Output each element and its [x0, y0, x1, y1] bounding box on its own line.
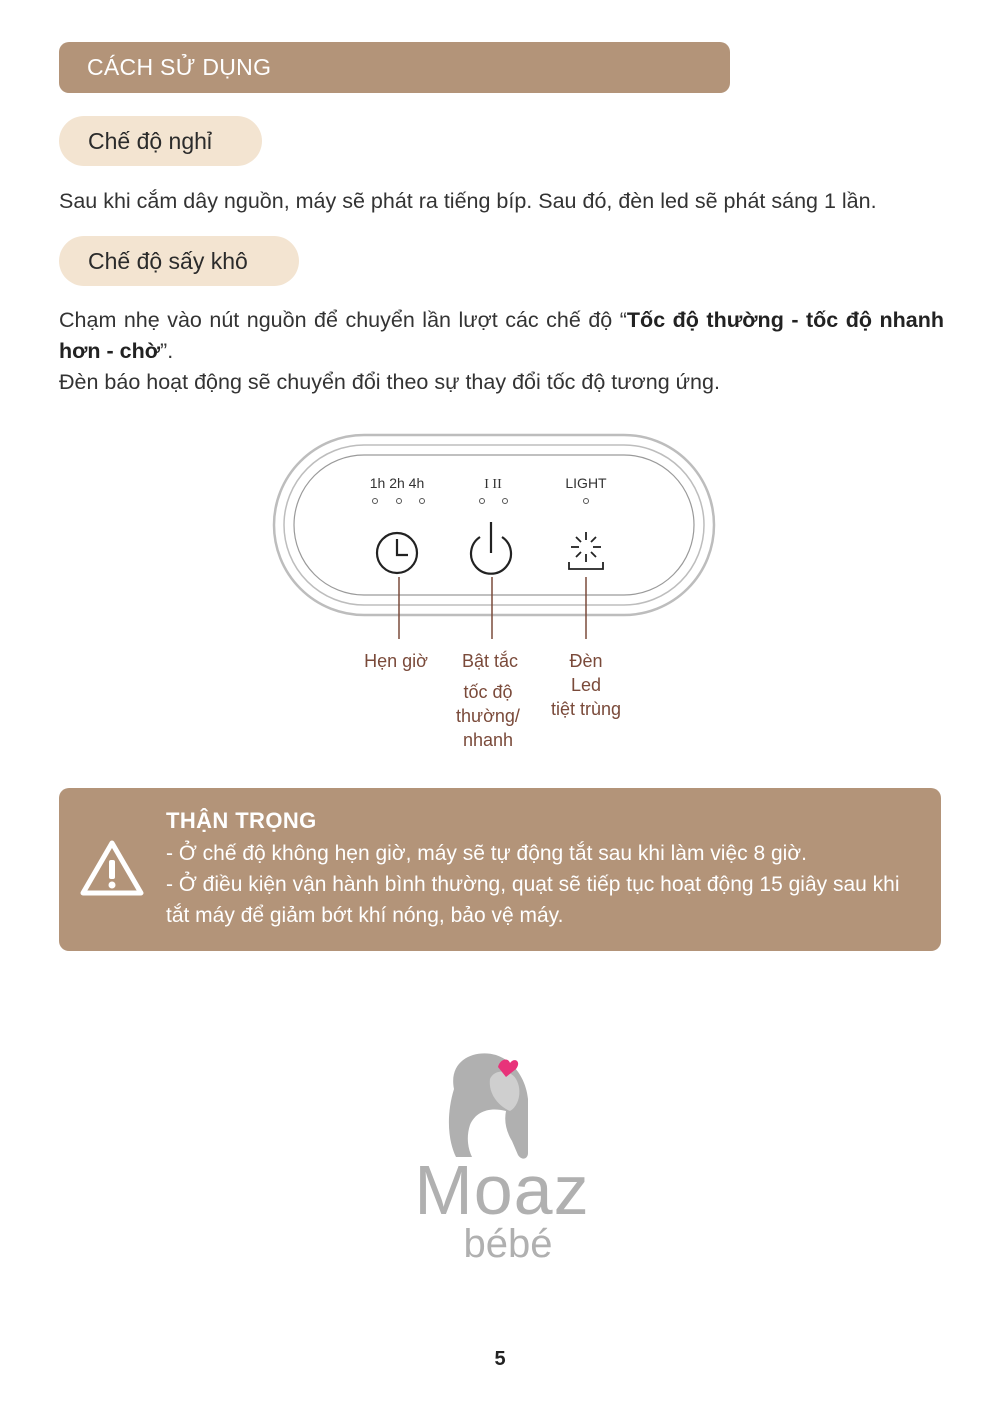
caution-line-1: - Ở chế độ không hẹn giờ, máy sẽ tự động tắt sau khi làm việc 8 giờ.	[166, 842, 807, 865]
control-panel-diagram	[260, 425, 730, 625]
section-title: CÁCH SỬ DỤNG	[87, 54, 272, 80]
speed-indicators: I II	[484, 477, 502, 492]
rest-mode-text: Sau khi cắm dây nguồn, máy sẽ phát ra tiếng bíp. Sau đó, đèn led sẽ phát sáng 1 lần.	[59, 189, 877, 213]
brand-subtitle: bébé	[463, 1222, 553, 1266]
brand-name: Moaz	[414, 1151, 590, 1229]
label-power: Bật tắc	[461, 651, 519, 671]
label-led-line1: Đèn	[569, 651, 603, 671]
clock-icon[interactable]	[377, 533, 417, 573]
label-led-line2: Led	[570, 675, 602, 695]
light-indicator: LIGHT	[565, 475, 607, 491]
label-power-line4: nhanh	[462, 730, 514, 750]
label-power-line2: tốc độ	[463, 682, 513, 702]
power-icon[interactable]	[471, 522, 511, 574]
uv-light-icon[interactable]	[569, 532, 603, 569]
warning-icon	[79, 838, 145, 898]
caution-text	[166, 838, 926, 931]
dry-mode-text-end: ”.	[160, 339, 174, 363]
label-led-line3: tiệt trùng	[550, 699, 622, 719]
dry-mode-text-start: Chạm nhẹ vào nút nguồn để chuyển lần lượt các chế độ “	[59, 308, 627, 332]
rest-mode-heading: Chế độ nghỉ	[59, 116, 262, 166]
label-power-line3: thường/	[456, 706, 520, 726]
dry-mode-text	[59, 305, 944, 367]
label-timer: Hẹn giờ	[364, 651, 428, 671]
section-title-bar	[59, 42, 730, 93]
dry-mode-heading: Chế độ sấy khô	[59, 236, 299, 286]
caution-line-2: - Ở điều kiện vận hành bình thường, quạt sẽ tiếp tục hoạt động 15 giây sau khi tắt máy để giảm bớt khí nóng, bảo vệ máy.	[166, 873, 900, 927]
dry-mode-text-2: Đèn báo hoạt động sẽ chuyển đổi theo sự thay đổi tốc độ tương ứng.	[59, 370, 720, 394]
caution-title: THẬN TRỌNG	[166, 808, 317, 833]
page-number: 5	[494, 1348, 506, 1370]
label-led	[530, 649, 642, 721]
dry-mode-text-bold: Tốc độ thường - tốc độ nhanh hơn - chờ	[59, 308, 944, 363]
timer-indicators: 1h 2h 4h	[369, 475, 425, 491]
label-power-speed	[438, 680, 538, 752]
caution-box	[59, 788, 941, 951]
